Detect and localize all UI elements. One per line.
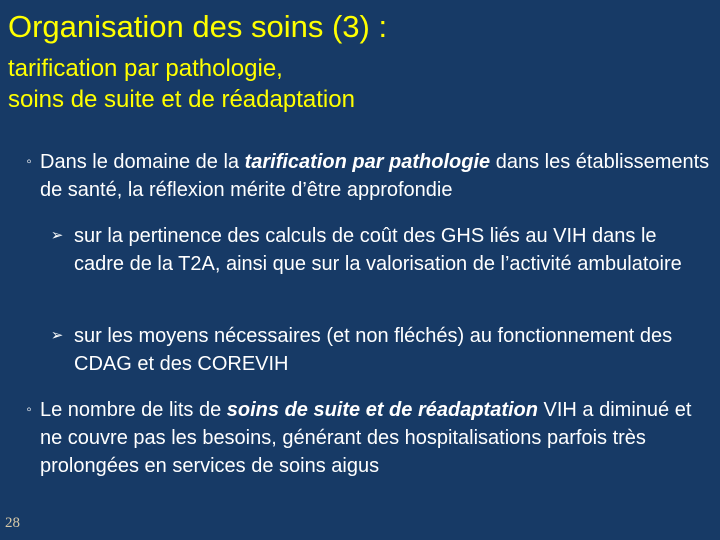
subtitle-line-1: tarification par pathologie, — [8, 55, 283, 82]
page-number: 28 — [5, 515, 20, 531]
bullet-text — [40, 148, 712, 204]
bullet-text-pre: Le nombre de lits de — [40, 399, 227, 421]
arrow-bullet-icon: ➢ — [50, 227, 64, 244]
bullet-text-emphasis: tarification par pathologie — [244, 151, 491, 173]
slide-title: Organisation des soins (3) : — [8, 9, 388, 44]
bullet-text-post: dans les établissements de santé, la réflexion mérite d’être approfondie — [40, 151, 710, 201]
subtitle-line-2: soins de suite et de réadaptation — [8, 86, 355, 113]
bullet-marker-icon: ◦ — [26, 153, 32, 170]
sub-bullet-text: sur les moyens nécessaires (et non fléchés) au fonctionnement des CDAG et des COREVIH — [74, 325, 673, 375]
arrow-bullet-icon: ➢ — [50, 327, 64, 344]
sub-bullet-text: sur la pertinence des calculs de coût des GHS liés au VIH dans le cadre de la T2A, ainsi que sur la valorisation de l’activité ambulatoire — [74, 225, 682, 275]
slide-subtitle — [8, 53, 355, 115]
bullet-marker-icon: ◦ — [26, 401, 32, 418]
bullet-text-pre: Dans le domaine de la — [40, 151, 245, 173]
bullet-text-post: VIH a diminué et ne couvre pas les besoins, générant des hospitalisations parfois très prolongées en services de soins aigus — [40, 399, 692, 477]
bullet-text-emphasis: soins de suite et de réadaptation — [226, 399, 538, 421]
bullet-text — [40, 396, 712, 480]
